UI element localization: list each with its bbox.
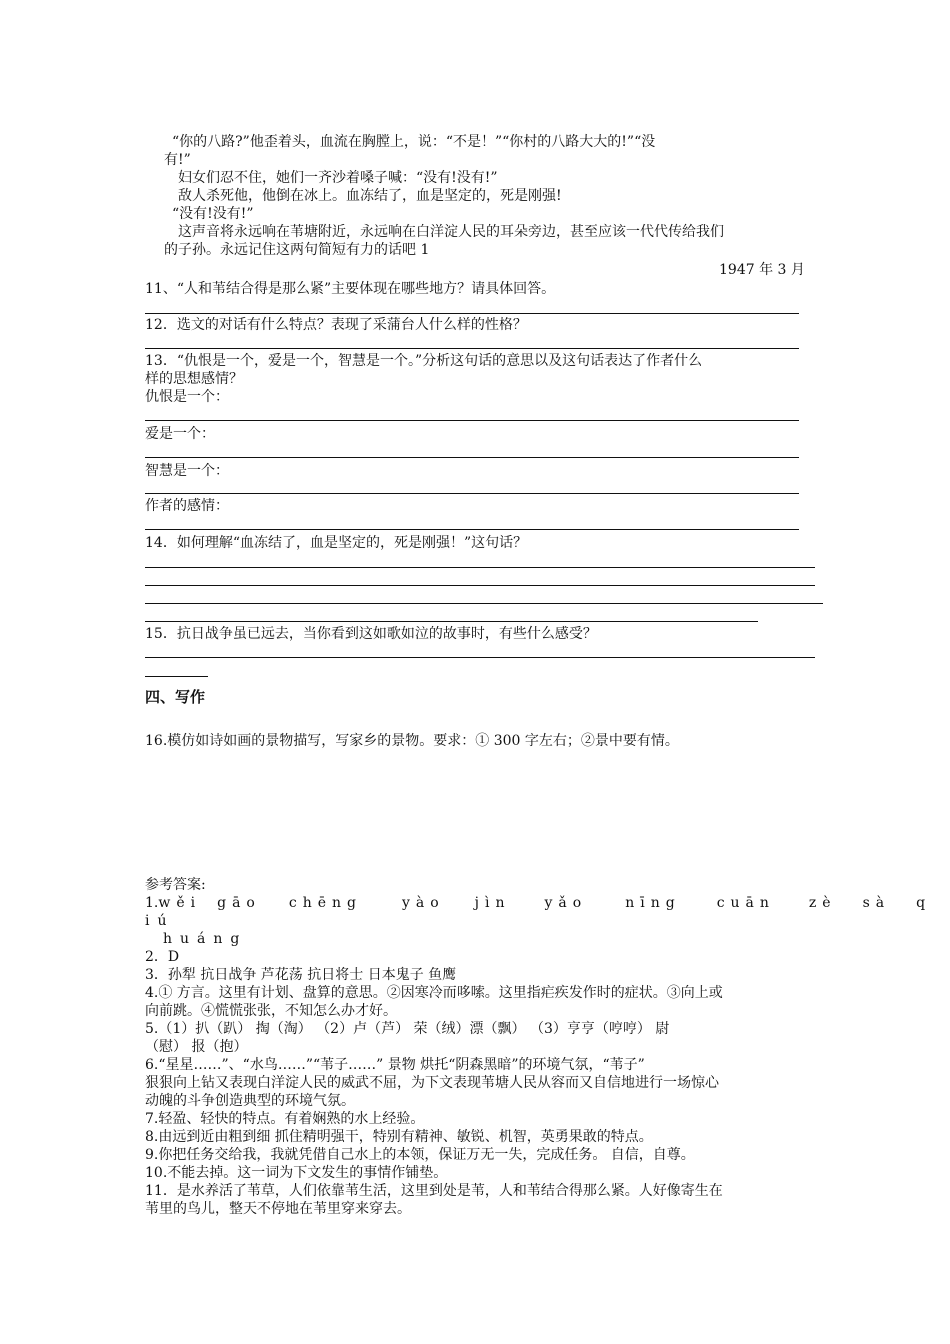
passage-line: “没有!没有!”: [172, 206, 254, 222]
answer-11-cont: 苇里的鸟儿，整天不停地在苇里穿来穿去。: [145, 1201, 411, 1217]
passage-line: “你的八路?”他歪着头，血流在胸膛上，说：“不是！”“你村的八路大大的!”“没: [172, 134, 656, 150]
answers-heading: 参考答案:: [145, 877, 206, 893]
answer-line[interactable]: [145, 585, 815, 586]
pinyin-syllable: chēng: [288, 895, 362, 911]
passage-date: 1947 年 3 月: [719, 262, 805, 278]
answer-11: 11．是水养活了苇草，人们依靠苇生活，这里到处是苇，人和苇结合得那么紧。人好像寄生在: [145, 1183, 723, 1199]
answer-4: 4.① 方言。这里有计划、盘算的意思。②因寒冷而哆嗦。这里指疟疾发作时的症状。③向上或: [145, 985, 723, 1001]
question-11: 11、“人和苇结合得是那么紧”主要体现在哪些地方？请具体回答。: [145, 281, 556, 297]
answer-10: 10.不能去掉。这一词为下文发生的事情作铺垫。: [145, 1165, 448, 1181]
pinyin-syllable: yào: [401, 895, 445, 911]
answer-5: 5.（1）扒（趴） 掏（淘） （2）卢（芦） 荣（绒）漂（飘） （3）亨亨（哼哼） 尉: [145, 1021, 670, 1037]
passage-line: 的子孙。永远记住这两句简短有力的话吧 1: [164, 242, 430, 258]
passage-line: 妇女们忍不住，她们一齐沙着嗓子喊：“没有!没有!”: [178, 170, 498, 186]
answer-4-cont: 向前跳。④慌慌张张，不知怎么办才好。: [145, 1003, 397, 1019]
answer-line[interactable]: [145, 493, 799, 494]
answer-line[interactable]: [145, 657, 815, 658]
pinyin-syllable: gāo: [217, 895, 261, 911]
answer-line[interactable]: [145, 420, 799, 421]
question-13-cont: 样的思想感情？: [145, 371, 243, 387]
answer-line[interactable]: [145, 348, 799, 349]
question-13-item: 仇恨是一个：: [145, 389, 229, 405]
pinyin-syllable: yǎo: [544, 895, 588, 911]
answer-line[interactable]: [145, 603, 823, 604]
answer-1-pinyin-cont: iú: [145, 913, 175, 929]
answer-9: 9.你把任务交给我，我就凭借自己水上的本领，保证万无一失，完成任务。 自信，自尊。: [145, 1147, 695, 1163]
answer-6-cont: 狠狠向上钻又表现白洋淀人民的威武不屈，为下文表现苇塘人民从容而又自信地进行一场惊心: [145, 1075, 719, 1091]
answer-1-prefix: 1.: [145, 895, 159, 911]
passage-line: 这声音将永远响在苇塘附近，永远响在白洋淀人民的耳朵旁边，甚至应该一代代传给我们: [178, 224, 724, 240]
pinyin-syllable: cuān: [716, 895, 775, 911]
answer-line[interactable]: [145, 529, 799, 530]
pinyin-row: [158, 895, 931, 911]
answer-line[interactable]: [145, 313, 799, 314]
pinyin-syllable: nīng: [625, 895, 681, 911]
answer-7: 7.轻盈、轻快的特点。有着娴熟的水上经验。: [145, 1111, 425, 1127]
question-13: 13．“仇恨是一个，爱是一个，智慧是一个。”分析这句话的意思以及这句话表达了作者什么: [145, 353, 703, 369]
answer-line[interactable]: [145, 621, 758, 622]
answer-line[interactable]: [145, 676, 208, 677]
pinyin-syllable: q: [916, 895, 932, 911]
question-13-item: 爱是一个：: [145, 426, 215, 442]
question-14: 14．如何理解“血冻结了，血是坚定的，死是刚强！”这句话？: [145, 535, 528, 551]
question-12: 12．选文的对话有什么特点？表现了采蒲台人什么样的性格？: [145, 317, 527, 333]
answer-8: 8.由远到近由粗到细 抓住精明强干，特别有精神、敏锐、机智，英勇果敢的特点。: [145, 1129, 653, 1145]
answer-6: 6.“星星……”、“水鸟……”“苇子……” 景物 烘托“阴森黑暗”的环境气氛，“苇子”: [145, 1057, 645, 1073]
answer-2: 2．D: [145, 949, 180, 965]
answer-1-pinyin-cont: huáng: [163, 931, 248, 947]
answer-5-cont: （慰） 报（抱）: [145, 1039, 248, 1055]
answer-line[interactable]: [145, 457, 799, 458]
answer-line[interactable]: [145, 567, 815, 568]
pinyin-syllable: zè: [808, 895, 837, 911]
question-16: 16.模仿如诗如画的景物描写，写家乡的景物。要求：① 300 字左右；②景中要有情。: [145, 733, 679, 749]
answer-3: 3．孙犁 抗日战争 芦花荡 抗日将士 日本鬼子 鱼鹰: [145, 967, 457, 983]
answer-1-pinyin: [145, 894, 932, 912]
pinyin-syllable: wěi: [158, 895, 202, 911]
question-15: 15．抗日战争虽已远去，当你看到这如歌如泣的故事时，有些什么感受？: [145, 626, 597, 642]
pinyin-syllable: sà: [862, 895, 891, 911]
question-13-item: 作者的感情：: [145, 498, 229, 514]
passage-line: 有!”: [164, 152, 191, 168]
answer-6-cont: 动魄的斗争创造典型的环境气氛。: [145, 1093, 355, 1109]
pinyin-syllable: jìn: [474, 895, 511, 911]
section-heading-writing: 四、写作: [145, 688, 206, 706]
passage-line: 敌人杀死他，他倒在冰上。血冻结了，血是坚定的，死是刚强!: [178, 188, 562, 204]
question-13-item: 智慧是一个：: [145, 463, 229, 479]
